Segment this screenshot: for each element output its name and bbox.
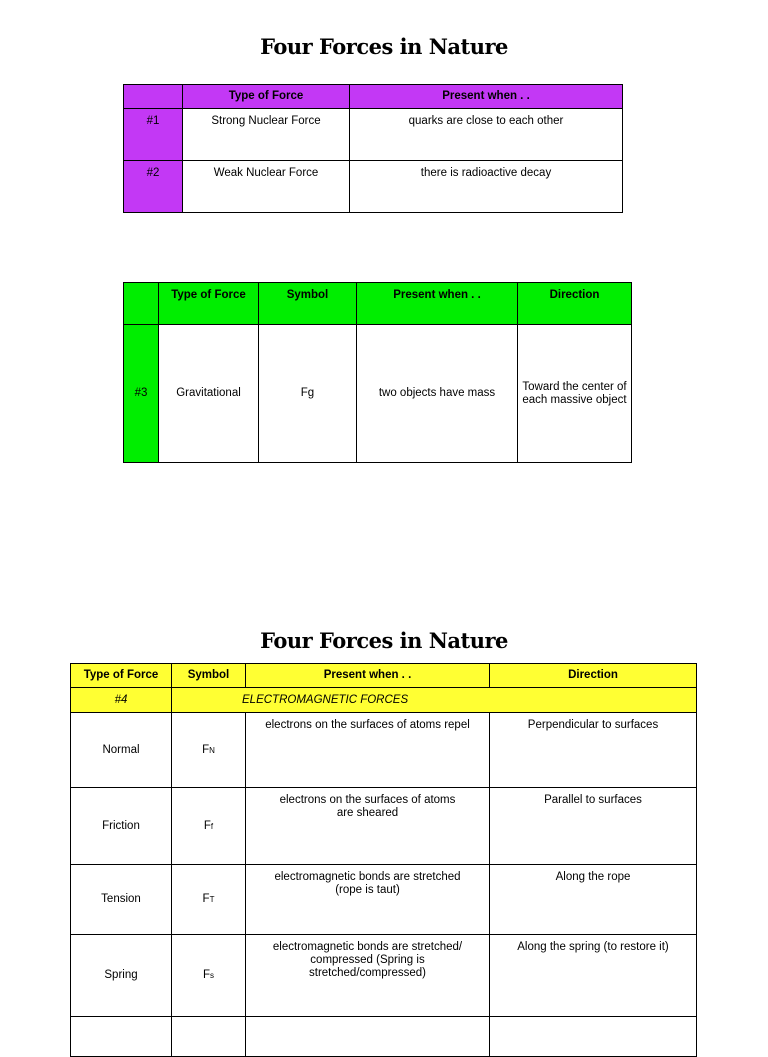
header-type: Type of Force: [183, 85, 350, 109]
table-row: [71, 865, 697, 935]
row-num: #2: [124, 161, 183, 213]
row-direction: Parallel to surfaces: [490, 788, 697, 865]
header-symbol: Symbol: [259, 283, 357, 325]
row-num: #1: [124, 109, 183, 161]
row-type: Tension: [71, 865, 172, 935]
row-present: electrons on the surfaces of atoms are sheared: [246, 788, 490, 865]
table-row: [71, 788, 697, 865]
row-type: Friction: [71, 788, 172, 865]
page-title-top: Four Forces in Nature: [260, 34, 508, 59]
row-direction-cut-off: [490, 1017, 697, 1057]
table-header-row: [124, 283, 632, 325]
row-present-cut-off: [246, 1017, 490, 1057]
table-row: [71, 935, 697, 1017]
row-type: Normal: [71, 713, 172, 788]
header-num: [124, 85, 183, 109]
row-direction: Along the rope: [490, 865, 697, 935]
header-present: Present when . .: [246, 664, 490, 688]
table-row: [71, 1017, 697, 1057]
table-header-row: [124, 85, 623, 109]
row-symbol: Fg: [259, 325, 357, 463]
row-type: Spring: [71, 935, 172, 1017]
table-row: [124, 109, 623, 161]
row-direction: Perpendicular to surfaces: [490, 713, 697, 788]
header-type: Type of Force: [159, 283, 259, 325]
page-title-bottom: Four Forces in Nature: [260, 628, 508, 653]
section-label: ELECTROMAGNETIC FORCES: [172, 688, 697, 713]
header-present: Present when . .: [357, 283, 518, 325]
row-present: electromagnetic bonds are stretched (rope is taut): [246, 865, 490, 935]
row-symbol-cut-off: [172, 1017, 246, 1057]
row-present: electromagnetic bonds are stretched/ compressed (Spring is stretched/compressed): [246, 935, 490, 1017]
section-row: [71, 688, 697, 713]
row-type: Strong Nuclear Force: [183, 109, 350, 161]
electromagnetic-forces-table: [70, 663, 697, 1057]
table-header-row: [71, 664, 697, 688]
row-present: quarks are close to each other: [350, 109, 623, 161]
header-symbol: Symbol: [172, 664, 246, 688]
row-num: #3: [124, 325, 159, 463]
row-direction: Toward the center of each massive object: [518, 325, 632, 463]
row-symbol: FN: [172, 713, 246, 788]
header-num: [124, 283, 159, 325]
header-type: Type of Force: [71, 664, 172, 688]
nuclear-forces-table: [123, 84, 623, 213]
header-present: Present when . .: [350, 85, 623, 109]
table-row: [124, 325, 632, 463]
section-num: #4: [71, 688, 172, 713]
row-symbol: FT: [172, 865, 246, 935]
row-symbol: Ff: [172, 788, 246, 865]
row-type: Weak Nuclear Force: [183, 161, 350, 213]
header-direction: Direction: [518, 283, 632, 325]
row-type: Gravitational: [159, 325, 259, 463]
row-present: there is radioactive decay: [350, 161, 623, 213]
table-row: [71, 713, 697, 788]
row-direction: Along the spring (to restore it): [490, 935, 697, 1017]
row-type-cut-off: [71, 1017, 172, 1057]
row-present: two objects have mass: [357, 325, 518, 463]
table-row: [124, 161, 623, 213]
gravitational-force-table: [123, 282, 632, 463]
header-direction: Direction: [490, 664, 697, 688]
row-present: electrons on the surfaces of atoms repel: [246, 713, 490, 788]
row-symbol: Fs: [172, 935, 246, 1017]
